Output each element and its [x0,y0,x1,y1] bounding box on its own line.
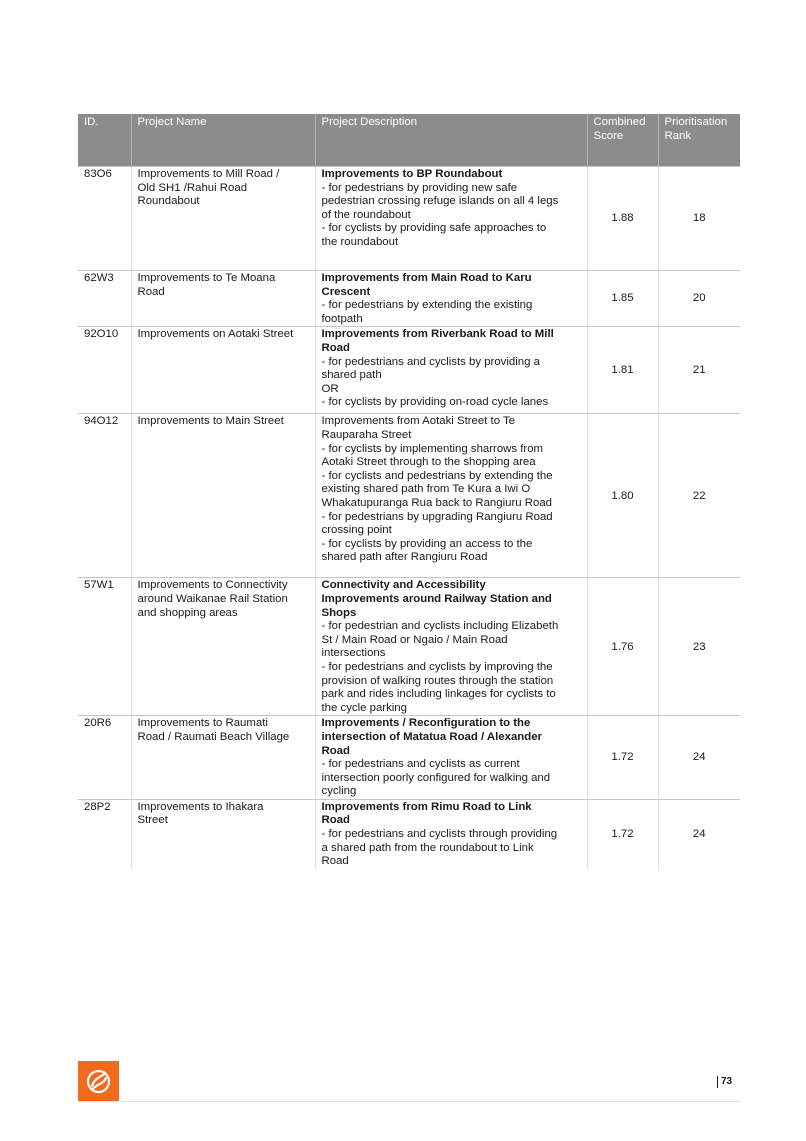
swirl-logo-icon [78,1061,119,1102]
cell-prioritisation-rank: 18 [658,167,740,271]
cell-id: 83O6 [78,167,131,271]
project-name-line: Improvements to Raumati [137,717,268,730]
description-line: - for pedestrians by upgrading Rangiuru Road [321,510,553,523]
header-prioritisation-rank-line: Prioritisation [664,116,728,128]
header-prioritisation-rank [658,114,740,167]
project-name-line: Improvements to Ihakara [137,800,264,813]
description-line: - for pedestrians and cyclists by improving the [321,660,553,673]
project-name-line: Improvements to Mill Road / [137,168,280,180]
description-line: - for pedestrians by extending the existing [321,299,533,312]
description-line: of the roundabout [321,208,411,221]
description-heading-line: Road [321,744,350,757]
cell-combined-score: 1.76 [587,578,658,716]
cell-id: 92O10 [78,327,131,414]
cell-project-name [131,327,315,414]
header-project-description: Project Description [315,114,587,167]
cell-project-description [315,327,587,414]
table-row [78,799,740,869]
description-heading-line: Connectivity and Accessibility [321,579,486,592]
project-name-line: Roundabout [137,195,200,208]
project-name-line: Street [137,814,168,827]
header-combined-score [587,114,658,167]
cell-id: 28P2 [78,799,131,869]
project-name-line: Improvements to Connectivity [137,579,288,592]
table-row [78,327,740,414]
cell-combined-score: 1.80 [587,414,658,578]
description-line: - for pedestrian and cyclists including Elizabeth [321,620,559,633]
description-line: Road [321,855,349,868]
cell-prioritisation-rank: 24 [658,799,740,869]
table-row [78,578,740,716]
cell-id: 57W1 [78,578,131,716]
projects-table [78,114,740,869]
description-line: pedestrian crossing refuge islands on all 4 legs [321,195,559,208]
project-name-line: Road [137,285,165,298]
table-row [78,414,740,578]
cell-project-description [315,799,587,869]
company-logo [78,1061,119,1102]
description-line: Improvements from Aotaki Street to Te [321,415,516,428]
cell-project-description [315,716,587,800]
table-row [78,167,740,271]
cell-combined-score: 1.81 [587,327,658,414]
description-line: the roundabout [321,235,399,248]
project-name-line: Improvements on Aotaki Street [137,328,294,341]
description-line: shared path after Rangiuru Road [321,551,488,564]
page-number: 73 [717,1076,732,1088]
description-heading-line: Improvements around Railway Station and [321,592,552,605]
cell-project-name [131,414,315,578]
description-heading-line: Road [321,814,350,827]
description-heading-line: Improvements from Rimu Road to Link [321,800,532,813]
cell-prioritisation-rank: 24 [658,716,740,800]
description-line: - for pedestrians and cyclists as current [321,758,520,771]
description-line: OR [321,382,339,395]
header-prioritisation-rank-line: Rank [664,129,692,142]
cell-project-name [131,799,315,869]
description-line: - for cyclists by providing safe approaches to [321,222,547,235]
description-heading-line: Shops [321,606,357,619]
cell-project-description [315,578,587,716]
cell-combined-score: 1.72 [587,716,658,800]
cell-prioritisation-rank: 20 [658,271,740,327]
description-line: - for pedestrians by providing new safe [321,181,518,194]
description-heading-line: intersection of Matatua Road / Alexander [321,730,542,743]
footer-divider [78,1101,740,1102]
table-row [78,271,740,327]
description-line: crossing point [321,524,392,537]
table-row [78,716,740,800]
project-name-line: Improvements to Main Street [137,415,284,428]
header-combined-score-line: Score [593,129,624,142]
description-heading-line: Crescent [321,285,371,298]
description-line: park and rides including linkages for cyclists to [321,688,556,701]
header-combined-score-line: Combined [593,116,646,128]
header-row [78,114,740,167]
description-line: a shared path from the roundabout to Link [321,841,534,854]
cell-combined-score: 1.88 [587,167,658,271]
cell-project-name [131,167,315,271]
table-header [78,114,740,167]
project-name-line: Improvements to Te Moana [137,272,276,284]
description-line: intersections [321,647,386,660]
header-id: ID. [78,114,131,167]
cell-prioritisation-rank: 23 [658,578,740,716]
description-line: footpath [321,312,363,325]
cell-project-description [315,271,587,327]
cell-project-name [131,578,315,716]
description-line: - for cyclists by implementing sharrows from [321,442,544,455]
table-body [78,167,740,870]
description-line: existing shared path from Te Kura a Iwi O [321,483,531,496]
description-line: Aotaki Street through to the shopping area [321,456,536,469]
description-heading-line: Improvements from Riverbank Road to Mill [321,328,554,341]
description-line: Whakatupuranga Rua back to Rangiuru Road [321,496,552,509]
cell-project-name [131,271,315,327]
cell-id: 20R6 [78,716,131,800]
description-line: provision of walking routes through the station [321,674,554,687]
header-project-name: Project Name [131,114,315,167]
cell-prioritisation-rank: 21 [658,327,740,414]
cell-id: 94O12 [78,414,131,578]
cell-project-name [131,716,315,800]
description-line: the cycle parking [321,701,407,714]
description-heading-line: Improvements to BP Roundabout [321,168,503,180]
cell-project-description [315,414,587,578]
description-heading-line: Improvements / Reconfiguration to the [321,717,531,730]
cell-prioritisation-rank: 22 [658,414,740,578]
description-heading-line: Road [321,341,350,354]
project-name-line: Old SH1 /Rahui Road [137,181,248,194]
description-line: shared path [321,369,382,382]
description-line: - for pedestrians and cyclists by providing a [321,355,540,368]
description-heading-line: Improvements from Main Road to Karu [321,272,532,284]
project-name-line: and shopping areas [137,606,238,619]
cell-combined-score: 1.72 [587,799,658,869]
description-line: - for cyclists and pedestrians by extending the [321,469,553,482]
description-line: - for pedestrians and cyclists through providing [321,828,558,841]
description-line: - for cyclists by providing on-road cycle lanes [321,396,549,409]
cell-project-description [315,167,587,271]
description-line: cycling [321,785,357,798]
cell-combined-score: 1.85 [587,271,658,327]
description-line: Rauparaha Street [321,428,412,441]
project-name-line: around Waikanae Rail Station [137,592,288,605]
description-line: intersection poorly configured for walking and [321,771,551,784]
cell-id: 62W3 [78,271,131,327]
project-name-line: Road / Raumati Beach Village [137,730,290,743]
description-line: St / Main Road or Ngaio / Main Road [321,633,508,646]
description-line: - for cyclists by providing an access to the [321,537,533,550]
